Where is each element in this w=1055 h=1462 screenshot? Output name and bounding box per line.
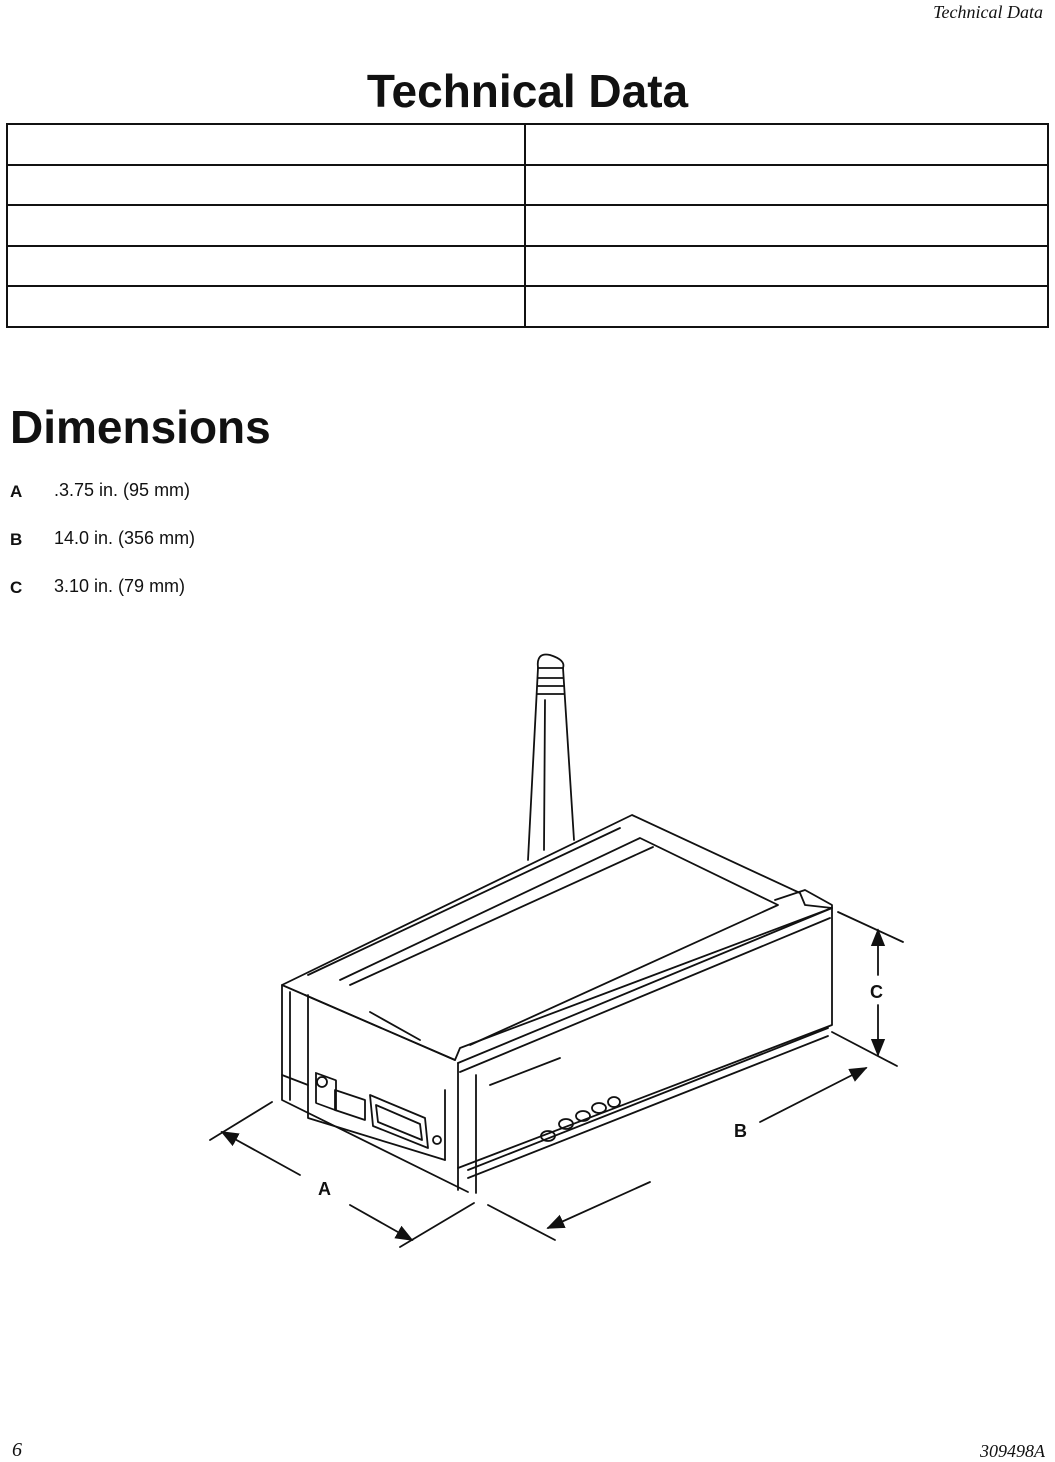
table-cell	[525, 124, 1048, 165]
table-cell	[7, 205, 525, 246]
dimensions-heading: Dimensions	[10, 401, 271, 453]
running-header: Technical Data	[933, 2, 1043, 22]
table-row	[7, 165, 1048, 206]
table-cell	[525, 165, 1048, 206]
table-row	[7, 246, 1048, 287]
table-cell	[525, 286, 1048, 327]
table-row	[7, 286, 1048, 327]
table-cell	[7, 286, 525, 327]
dimension-a-label: A	[318, 1179, 331, 1199]
dimension-b-marker	[488, 1068, 866, 1240]
page-number: 6	[12, 1439, 22, 1461]
table-cell	[7, 165, 525, 206]
dimension-c-label: C	[870, 982, 883, 1002]
dimension-key: B	[10, 530, 23, 549]
document-number: 309498A	[980, 1441, 1045, 1461]
receiver-box-icon	[282, 815, 832, 1193]
dimension-c-marker	[832, 912, 903, 1066]
antenna-icon	[528, 655, 574, 860]
table-row	[7, 205, 1048, 246]
table-cell	[7, 124, 525, 165]
dimension-b-label: B	[734, 1121, 747, 1141]
receiver-dimension-drawing	[0, 640, 1055, 1280]
dimension-value: 14.0 in. (356 mm)	[54, 528, 196, 548]
spec-table	[6, 123, 1049, 328]
dimension-key: C	[10, 578, 23, 597]
dimension-value: .3.75 in. (95 mm)	[54, 480, 191, 500]
table-row	[7, 124, 1048, 165]
table-cell	[7, 246, 525, 287]
table-cell	[525, 246, 1048, 287]
dimension-value: 3.10 in. (79 mm)	[54, 576, 186, 596]
page-title: Technical Data	[366, 65, 689, 117]
dimension-key: A	[10, 482, 23, 501]
table-cell	[525, 205, 1048, 246]
